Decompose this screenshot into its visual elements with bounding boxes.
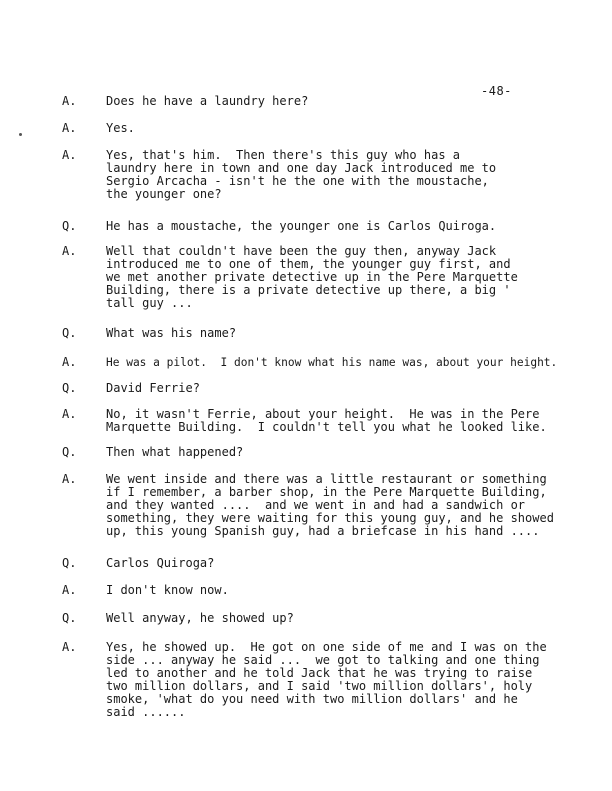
entry-line: introduced me to one of them, the younger guy first, and [106,257,511,271]
entry-text [106,473,596,538]
entry-line: Yes, he showed up. He got on one side of me and I was on the [106,640,547,654]
entry-line: if I remember, a barber shop, in the Pere Marquette Building, [106,485,547,499]
entry-text [106,95,596,108]
entry-line: He has a moustache, the younger one is Carlos Quiroga. [106,219,497,233]
entry-line: smoke, 'what do you need with two million dollars' and he [106,692,518,706]
transcript-entry [62,327,602,340]
entry-text [106,641,596,719]
entry-line: Well that couldn't have been the guy then, anyway Jack [106,244,497,258]
speaker-label: A. [62,640,77,654]
speaker-label: Q. [62,611,77,625]
entry-line: the younger one? [106,187,222,201]
speaker-label: A. [62,148,77,162]
entry-line: Yes. [106,121,135,135]
transcript-entry [62,382,602,395]
entry-line: laundry here in town and one day Jack introduced me to [106,161,497,175]
entry-line: Yes, that's him. Then there's this guy who has a [106,148,461,162]
speaker-label: A. [62,355,77,369]
transcript-entry [62,584,602,597]
entry-line: tall guy ... [106,296,193,310]
entry-line: and they wanted .... and we went in and had a sandwich or [106,498,526,512]
transcript-entry [62,408,602,434]
stray-mark [19,133,22,136]
entry-line: I don't know now. [106,583,229,597]
entry-line: What was his name? [106,326,237,340]
entry-line: Carlos Quiroga? [106,556,215,570]
entry-line: Marquette Building. I couldn't tell you what he looked like. [106,420,547,434]
entry-line: said ...... [106,705,186,719]
entry-text [106,612,596,625]
entry-line: No, it wasn't Ferrie, about your height. He was in the Pere [106,407,540,421]
entry-text [106,446,596,459]
speaker-label: A. [62,583,77,597]
transcript-entry [62,95,602,108]
speaker-label: A. [62,121,77,135]
transcript-entry [62,473,602,538]
speaker-label: Q. [62,326,77,340]
entry-line: He was a pilot. I don't know what his name was, about your height. [106,356,558,369]
entry-line: David Ferrie? [106,381,200,395]
speaker-label: A. [62,472,77,486]
transcript-entry [62,245,602,310]
entry-text [106,356,596,369]
speaker-label: A. [62,94,77,108]
speaker-label: Q. [62,381,77,395]
entry-text [106,584,596,597]
entry-text [106,557,596,570]
entry-text [106,382,596,395]
transcript-entry [62,356,602,369]
transcript-entry [62,557,602,570]
speaker-label: A. [62,244,77,258]
speaker-label: Q. [62,219,77,233]
speaker-label: A. [62,407,77,421]
transcript-entry [62,220,602,233]
transcript-entry [62,122,602,135]
entry-text [106,122,596,135]
entry-line: something, they were waiting for this young guy, and he showed [106,511,554,525]
entry-line: led to another and he told Jack that he was trying to raise [106,666,533,680]
transcript-entry [62,612,602,625]
entry-text [106,220,596,233]
entry-text [106,408,596,434]
entry-line: side ... anyway he said ... we got to talking and one thing [106,653,540,667]
entry-line: Building, there is a private detective up there, a big ' [106,283,511,297]
entry-line: we met another private detective up in the Pere Marquette [106,270,518,284]
entry-line: Then what happened? [106,445,244,459]
transcript-entry [62,446,602,459]
page-number: -48- [481,84,512,98]
entry-text [106,245,596,310]
speaker-label: Q. [62,556,77,570]
entry-line: two million dollars, and I said 'two million dollars', holy [106,679,533,693]
entry-text [106,149,596,201]
entry-text [106,327,596,340]
transcript-entry [62,149,602,201]
entry-line: Sergio Arcacha - isn't he the one with the moustache, [106,174,489,188]
entry-line: up, this young Spanish guy, had a briefcase in his hand .... [106,524,540,538]
entry-line: Well anyway, he showed up? [106,611,294,625]
entry-line: Does he have a laundry here? [106,94,309,108]
entry-line: We went inside and there was a little restaurant or something [106,472,547,486]
speaker-label: Q. [62,445,77,459]
transcript-entry [62,641,602,719]
